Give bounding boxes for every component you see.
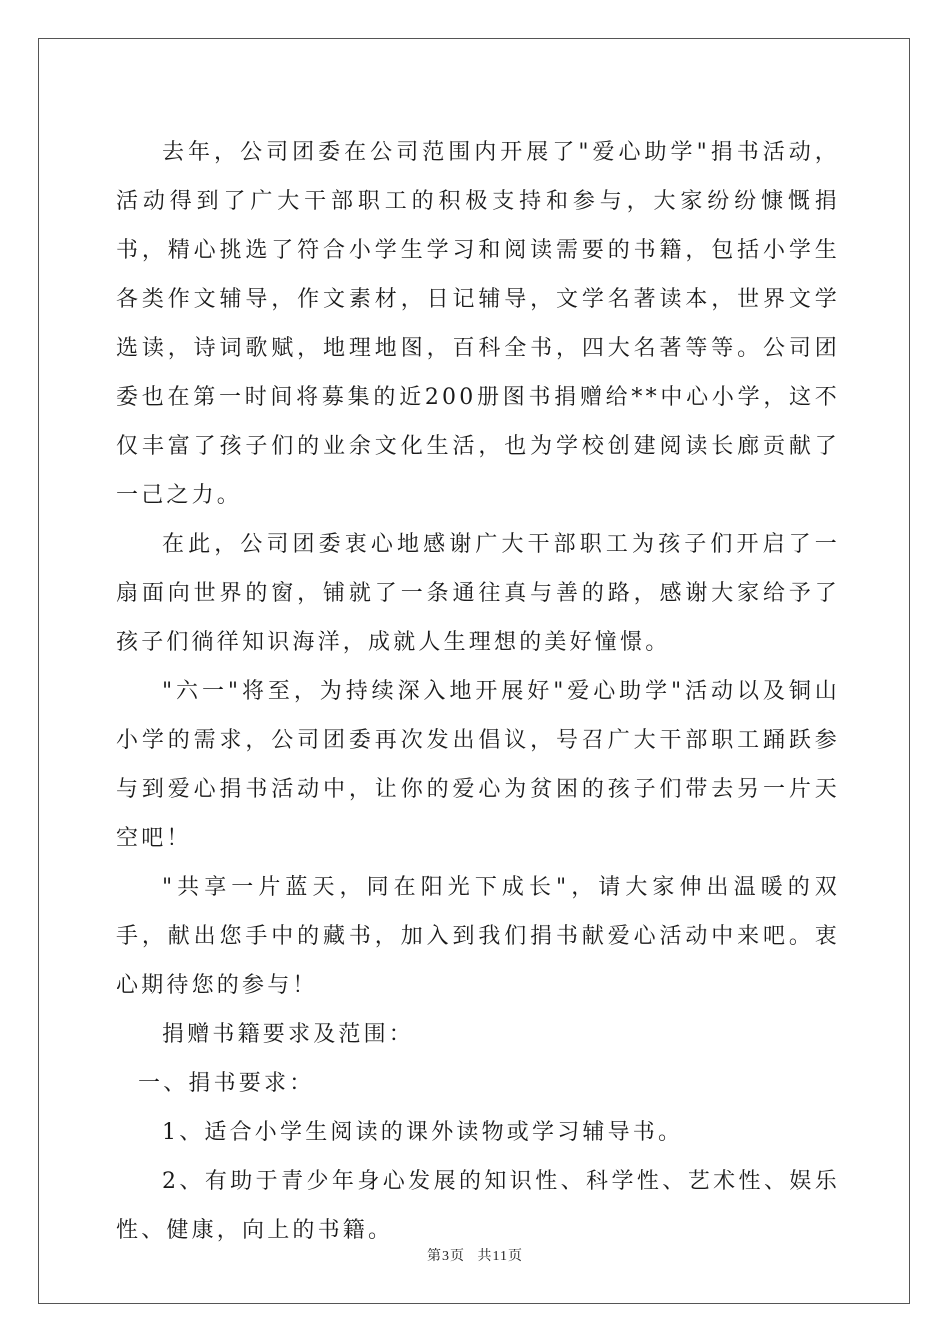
paragraph-2: 在此，公司团委衷心地感谢广大干部职工为孩子们开启了一扇面向世界的窗，铺就了一条通往真与善的路，感谢大家给予了孩子们徜徉知识海洋，成就人生理想的美好憧憬。: [116, 532, 840, 655]
page-number: 第3页: [427, 1249, 465, 1264]
list-item-1: 1、适合小学生阅读的课外读物或学习辅导书。: [162, 1120, 684, 1145]
paragraph-3: "六一"将至，为持续深入地开展好"爱心助学"活动以及铜山小学的需求，公司团委再次发出倡议，号召广大干部职工踊跃参与到爱心捐书活动中，让你的爱心为贫困的孩子们带去另一片天空吧！: [116, 679, 840, 851]
paragraph-1: 去年，公司团委在公司范围内开展了"爱心助学"捐书活动，活动得到了广大干部职工的积极支持和参与，大家纷纷慷慨捐书，精心挑选了符合小学生学习和阅读需要的书籍，包括小学生各类作文辅导，作文素材，日记辅导，文学名著读本，世界文学选读，诗词歌赋，地理地图，百科全书，四大名著等等。公司团委也在第一时间将募集的近200册图书捐赠给**中心小学，这不仅丰富了孩子们的业余文化生活，也为学校创建阅读长廊贡献了一己之力。: [116, 140, 840, 508]
section-title: 捐赠书籍要求及范围：: [162, 1022, 415, 1047]
subsection-title: 一、捐书要求：: [138, 1071, 315, 1096]
document-body: [116, 128, 840, 1255]
page-footer: [0, 1245, 950, 1265]
list-item-2: 2、有助于青少年身心发展的知识性、科学性、艺术性、娱乐性、健康，向上的书籍。: [116, 1169, 840, 1243]
paragraph-4: "共享一片蓝天，同在阳光下成长"，请大家伸出温暖的双手，献出您手中的藏书，加入到我们捐书献爱心活动中来吧。衷心期待您的参与！: [116, 875, 840, 998]
page-total: 共11页: [477, 1249, 523, 1264]
